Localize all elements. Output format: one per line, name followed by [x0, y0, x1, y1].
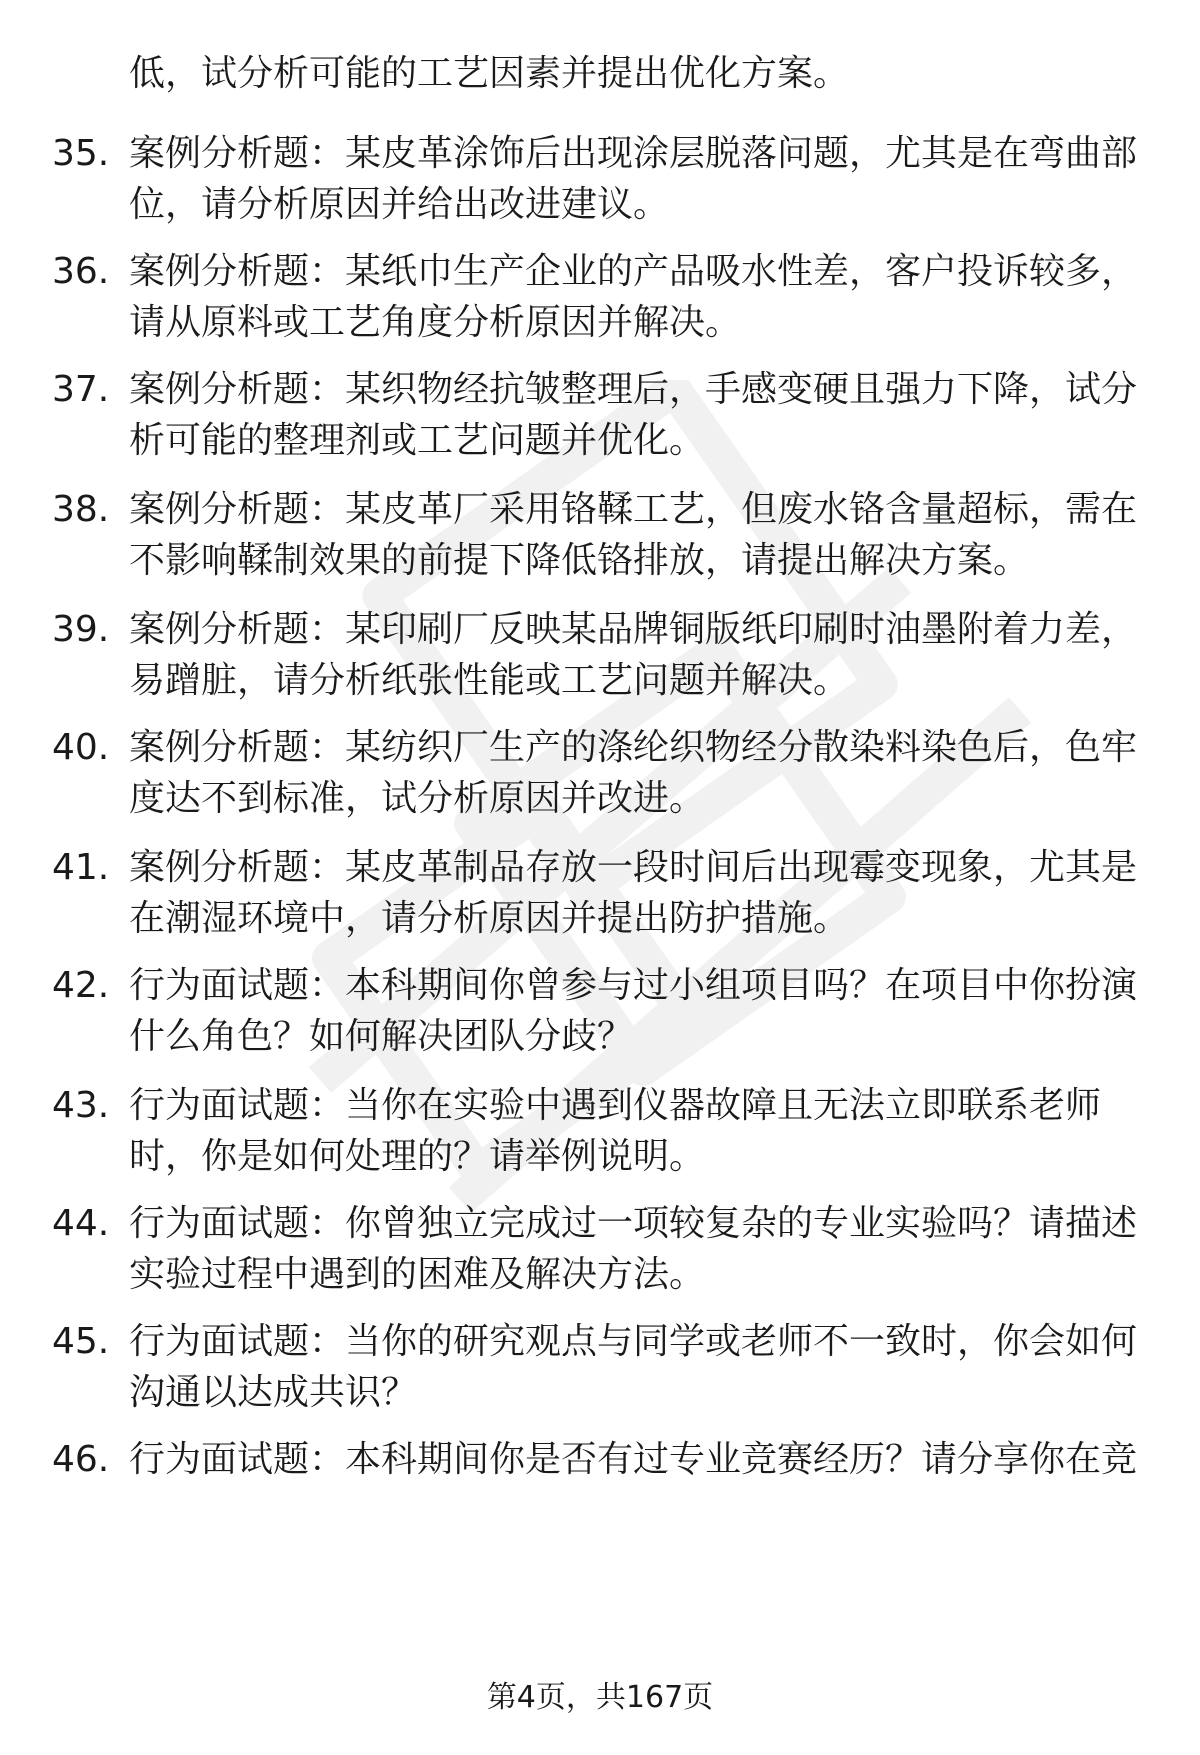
question-text-line: 请从原料或工艺角度分析原因并解决。 — [129, 302, 742, 343]
question-text-line: 度达不到标准，试分析原因并改进。 — [129, 778, 706, 819]
question-text-line: 不影响鞣制效果的前提下降低铬排放，请提出解决方案。 — [129, 540, 1030, 581]
question-number: 37. — [52, 369, 110, 410]
question-text-line: 低，试分析可能的工艺因素并提出优化方案。 — [129, 53, 850, 94]
question-number: 42. — [52, 965, 110, 1006]
question-number: 38. — [52, 489, 110, 530]
question-text — [129, 1434, 1149, 1485]
question-text-line: 行为面试题：你曾独立完成过一项较复杂的专业实验吗？请描述 — [129, 1203, 1138, 1244]
question-number: 43. — [52, 1085, 110, 1126]
question-number: 36. — [52, 251, 110, 292]
question-text — [129, 722, 1149, 824]
question-text-line: 案例分析题：某印刷厂反映某品牌铜版纸印刷时油墨附着力差， — [129, 609, 1138, 650]
question-text-line: 案例分析题：某纺织厂生产的涤纶织物经分散染料染色后，色牢 — [129, 727, 1138, 768]
question-text — [129, 246, 1149, 348]
question-text — [129, 1198, 1149, 1300]
question-number: 46. — [52, 1439, 110, 1480]
question-text-line: 在潮湿环境中，请分析原因并提出防护措施。 — [129, 898, 850, 939]
question-text-line: 沟通以达成共识？ — [129, 1372, 418, 1413]
question-text-line: 位，请分析原因并给出改进建议。 — [129, 184, 670, 225]
question-text-line: 案例分析题：某纸巾生产企业的产品吸水性差，客户投诉较多， — [129, 251, 1138, 292]
question-text — [129, 1316, 1149, 1418]
question-text-line: 行为面试题：本科期间你曾参与过小组项目吗？在项目中你扮演 — [129, 965, 1138, 1006]
question-text — [129, 364, 1149, 466]
question-number: 35. — [52, 133, 110, 174]
question-text-line: 什么角色？如何解决团队分歧？ — [129, 1016, 634, 1057]
question-text — [129, 48, 1149, 99]
question-number: 39. — [52, 609, 110, 650]
question-text-line: 案例分析题：某织物经抗皱整理后，手感变硬且强力下降，试分 — [129, 369, 1138, 410]
question-number: 44. — [52, 1203, 110, 1244]
question-text-line: 实验过程中遇到的困难及解决方法。 — [129, 1254, 706, 1295]
question-text-line: 行为面试题：本科期间你是否有过专业竞赛经历？请分享你在竞 — [129, 1439, 1138, 1480]
question-text — [129, 842, 1149, 944]
question-text-line: 案例分析题：某皮革制品存放一段时间后出现霉变现象，尤其是 — [129, 847, 1138, 888]
question-text — [129, 128, 1149, 230]
question-text — [129, 1080, 1149, 1182]
question-text-line: 案例分析题：某皮革厂采用铬鞣工艺，但废水铬含量超标，需在 — [129, 489, 1138, 530]
question-text — [129, 604, 1149, 706]
question-number: 40. — [52, 727, 110, 768]
page-footer: 第4页，共167页 — [486, 1680, 714, 1715]
question-number: 41. — [52, 847, 110, 888]
question-text-line: 时，你是如何处理的？请举例说明。 — [129, 1136, 706, 1177]
question-text-line: 行为面试题：当你在实验中遇到仪器故障且无法立即联系老师 — [129, 1085, 1102, 1126]
question-text — [129, 960, 1149, 1062]
question-text-line: 案例分析题：某皮革涂饰后出现涂层脱落问题，尤其是在弯曲部 — [129, 133, 1138, 174]
question-text-line: 行为面试题：当你的研究观点与同学或老师不一致时，你会如何 — [129, 1321, 1138, 1362]
question-text-line: 易蹭脏，请分析纸张性能或工艺问题并解决。 — [129, 660, 850, 701]
question-text-line: 析可能的整理剂或工艺问题并优化。 — [129, 420, 706, 461]
question-number: 45. — [52, 1321, 110, 1362]
question-text — [129, 484, 1149, 586]
